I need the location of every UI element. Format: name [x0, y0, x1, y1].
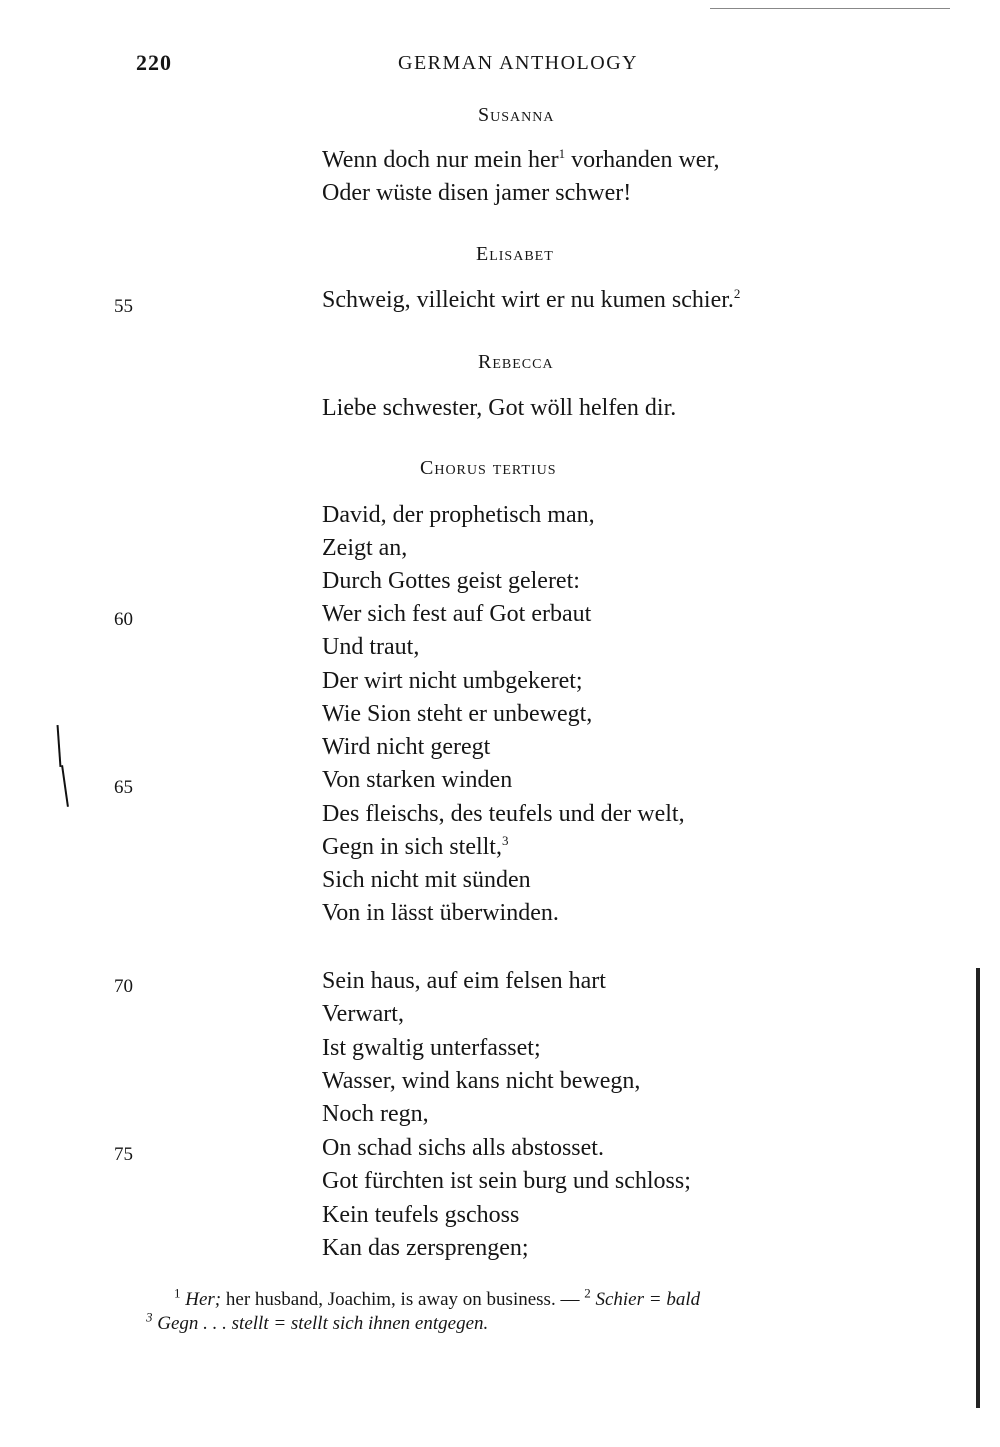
line-number: 55	[114, 296, 133, 317]
speaker-chorus: Chorus tertius	[420, 457, 557, 479]
verse-line: Durch Gottes geist geleret:	[322, 568, 580, 594]
verse-line: Wer sich fest auf Got erbaut	[322, 601, 592, 627]
running-title: GERMAN ANTHOLOGY	[398, 52, 639, 74]
verse-line: Ist gwaltig unterfasset;	[322, 1035, 541, 1061]
verse-line: Von in lässt überwinden.	[322, 900, 559, 926]
verse-line: On schad sichs alls abstosset.	[322, 1135, 604, 1161]
footnote-ref-1: 1	[558, 146, 566, 161]
verse-line: Kan das zersprengen;	[322, 1235, 529, 1261]
speaker-elisabet: Elisabet	[476, 243, 554, 265]
verse-line: Von starken winden	[322, 767, 513, 793]
verse-line: Wird nicht geregt	[322, 734, 491, 760]
page-number: 220	[136, 50, 172, 75]
verse-line: Der wirt nicht umbgekeret;	[322, 668, 583, 694]
edge-shadow	[976, 968, 980, 1408]
footnotes	[146, 1285, 701, 1336]
line-number: 60	[114, 609, 133, 630]
verse-line: Zeigt an,	[322, 535, 408, 561]
verse-line: Wenn doch nur mein her$^1$ vorhanden wer,	[322, 146, 720, 173]
verse-line: Liebe schwester, Got wöll helfen dir.	[322, 395, 677, 421]
line-number: 75	[114, 1144, 133, 1165]
edge-shadow	[710, 8, 950, 9]
verse-line: Sein haus, auf eim felsen hart	[322, 968, 606, 994]
margin-mark	[61, 765, 69, 807]
speaker-rebecca: Rebecca	[478, 351, 554, 373]
verse-line: David, der prophetisch man,	[322, 502, 595, 528]
verse-line: Wasser, wind kans nicht bewegn,	[322, 1068, 641, 1094]
footnote-line: $^3$ Gegn . . . stellt = stellt sich ihnen entgegen.	[146, 1309, 489, 1334]
verse-line: Schweig, villeicht wirt er nu kumen schier.$^2$	[322, 286, 741, 313]
footnote-ref-2: 2	[733, 286, 741, 301]
verse-line: Und traut,	[322, 634, 420, 660]
verse-line: Kein teufels gschoss	[322, 1202, 520, 1228]
verse-line: Noch regn,	[322, 1101, 429, 1127]
verse-line: Wie Sion steht er unbewegt,	[322, 701, 593, 727]
line-number: 65	[114, 777, 133, 798]
speaker-susanna: Susanna	[478, 104, 555, 126]
line-number: 70	[114, 976, 133, 997]
verse-line: Got fürchten ist sein burg und schloss;	[322, 1168, 691, 1194]
margin-mark	[57, 725, 62, 767]
verse-line: Verwart,	[322, 1001, 404, 1027]
verse-line: Des fleischs, des teufels und der welt,	[322, 801, 685, 827]
footnote-ref-3: 3	[501, 833, 509, 848]
footnote-line: $^1$ Her; her husband, Joachim, is away on business. — $^2$ Schier = bald	[174, 1285, 701, 1310]
verse-line: Sich nicht mit sünden	[322, 867, 531, 893]
verse-line: Oder wüste disen jamer schwer!	[322, 180, 632, 206]
verse-line: Gegn in sich stellt,$^3$	[322, 833, 509, 860]
